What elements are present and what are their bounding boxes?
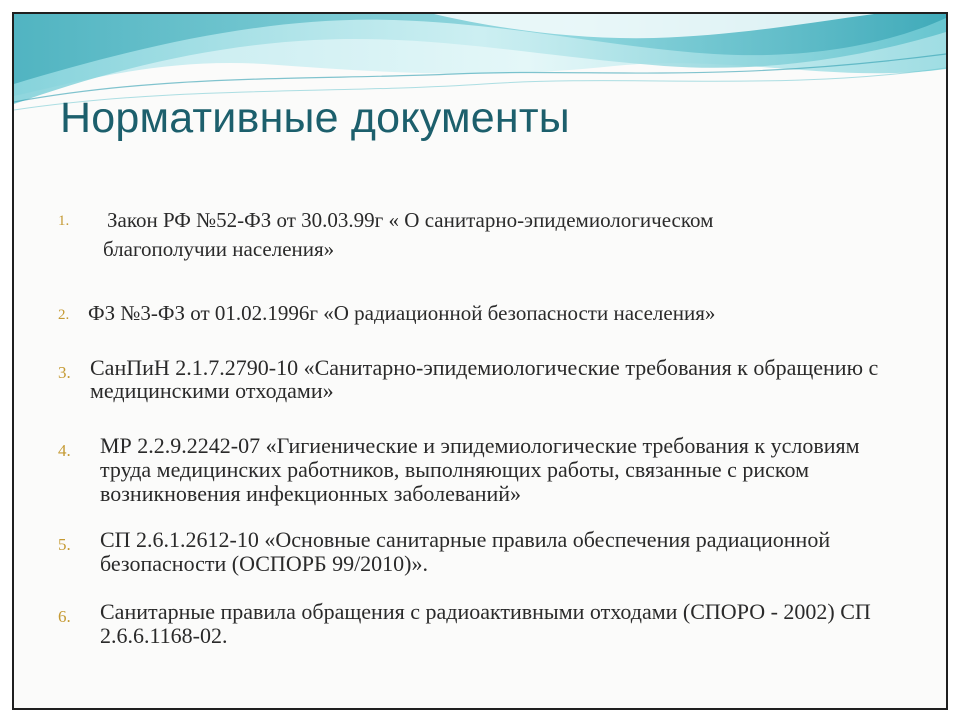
- slide-title: Нормативные документы: [60, 94, 570, 142]
- list-item-text: МР 2.2.9.2242-07 «Гигиенические и эпидемиологические требования к условиям труда медицинских работников, выполняющих работы, связанные с риском возникновения инфекционных заболеваний»: [100, 433, 860, 506]
- list-item-text: ФЗ №3-ФЗ от 01.02.1996г «О радиационной безопасности населения»: [88, 301, 716, 325]
- list-item-text: СанПиН 2.1.7.2790-10 «Санитарно-эпидемиологические требования к обращению с медицинскими отходами»: [90, 355, 879, 403]
- list-item-number: 3.: [58, 363, 71, 382]
- list-item-text: Санитарные правила обращения с радиоактивными отходами (СПОРО - 2002) СП 2.6.6.1168-02.: [100, 599, 871, 648]
- list-item-number: 4.: [58, 441, 71, 460]
- list-item-number: 2.: [58, 307, 70, 323]
- list-item-number: 1.: [58, 213, 70, 229]
- list-item-number: 6.: [58, 607, 71, 626]
- list-item-number: 5.: [58, 535, 71, 554]
- list-item-text: СП 2.6.1.2612-10 «Основные санитарные правила обеспечения радиационной безопасности (ОСПОРБ 99/2010)».: [100, 527, 831, 576]
- list-item-text: Закон РФ №52-ФЗ от 30.03.99г « О санитарно-эпидемиологическом благополучии населения»: [103, 208, 714, 261]
- slide-frame: [12, 12, 948, 710]
